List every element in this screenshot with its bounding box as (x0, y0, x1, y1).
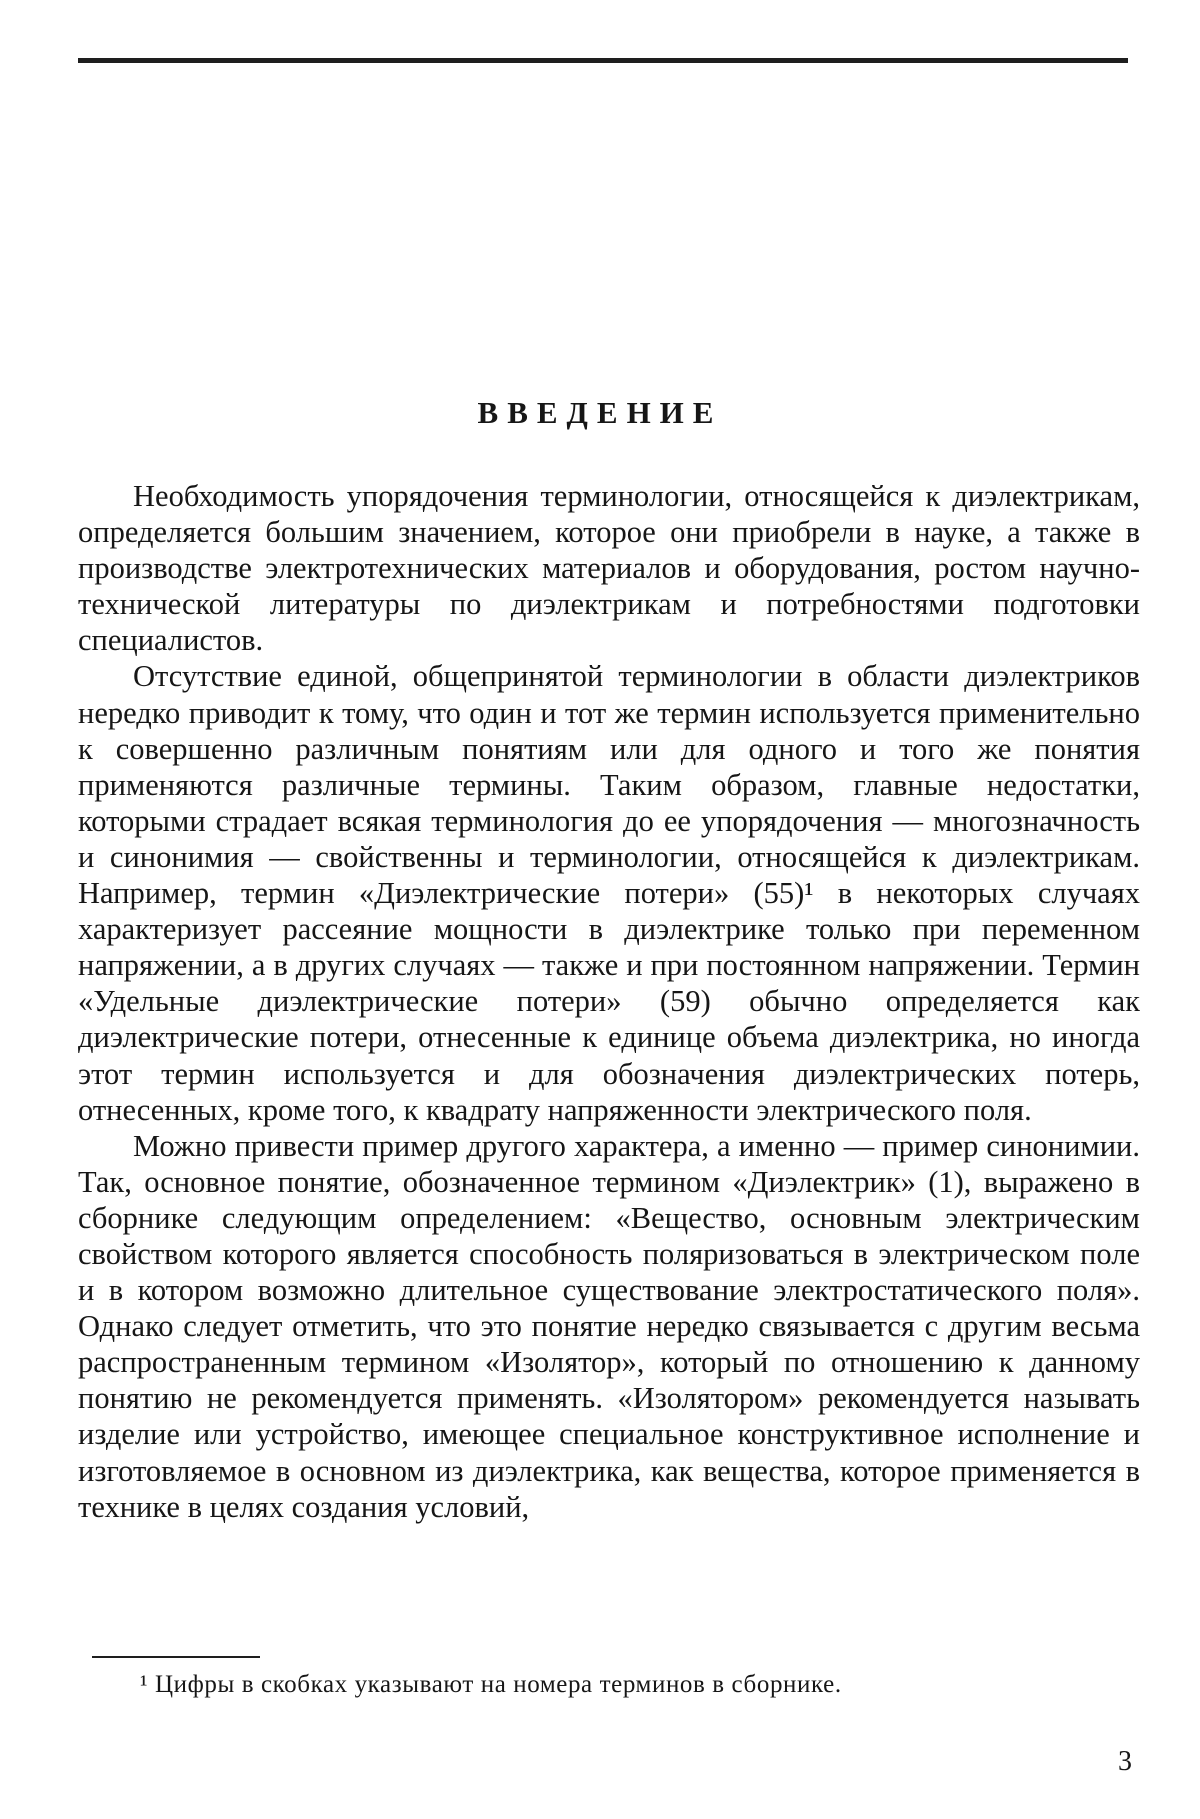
page-title: ВВЕДЕНИЕ (477, 395, 723, 430)
top-rule (78, 58, 1128, 63)
paragraph: Необходимость упорядочения терминологии, относящейся к диэлектрикам, определяется большим значением, которое они приобрели в науке, а также в производстве электротехнических материалов и оборудования, ростом научно-технической литературы по диэлектрикам и потребностями подготовки специалистов. (78, 479, 1140, 658)
paragraph: Отсутствие единой, общепринятой терминологии в области диэлектриков нередко приводит к тому, что один и тот же термин используется применительно к совершенно различным понятиям или для одного и того же понятия применяются различные термины. Таким образом, главные недостатки, которыми страдает всякая терминология до ее упорядочения — многозначность и синонимия — свойственны и терминологии, относящейся к диэлектрикам. Например, термин «Диэлектрические потери» (55)¹ в некоторых случаях характеризует рассеяние мощности в диэлектрике только при переменном напряжении, а в других случаях — также и при постоянном напряжении. Термин «Удельные диэлектрические потери» (59) обычно определяется как диэлектрические потери, отнесенные к единице объема диэлектрика, но иногда этот термин используется и для обозначения диэлектрических потерь, отнесенных, кроме того, к квадрату напряженности электрического поля. (78, 659, 1140, 1127)
text-body (78, 478, 1140, 1525)
footnote: ¹ Цифры в скобках указывают на номера терминов в сборнике. (140, 1671, 842, 1698)
paragraph: Можно привести пример другого характера, а именно — пример синонимии. Так, основное понятие, обозначенное термином «Диэлектрик» (1), выражено в сборнике следующим определением: «Вещество, основным электрическим свойством которого является способность поляризоваться в электрическом поле и в котором возможно длительное существование электростатического поля». Однако следует отметить, что это понятие нередко связывается с другим весьма распространенным термином «Изолятор», который по отношению к данному понятию не рекомендуется применять. «Изолятором» рекомендуется называть изделие или устройство, имеющее специальное конструктивное исполнение и изготовляемое в основном из диэлектрика, как вещества, которое применяется в технике в целях создания условий, (78, 1128, 1140, 1524)
footnote-rule (92, 1656, 260, 1658)
page-number: 3 (1118, 1746, 1132, 1777)
